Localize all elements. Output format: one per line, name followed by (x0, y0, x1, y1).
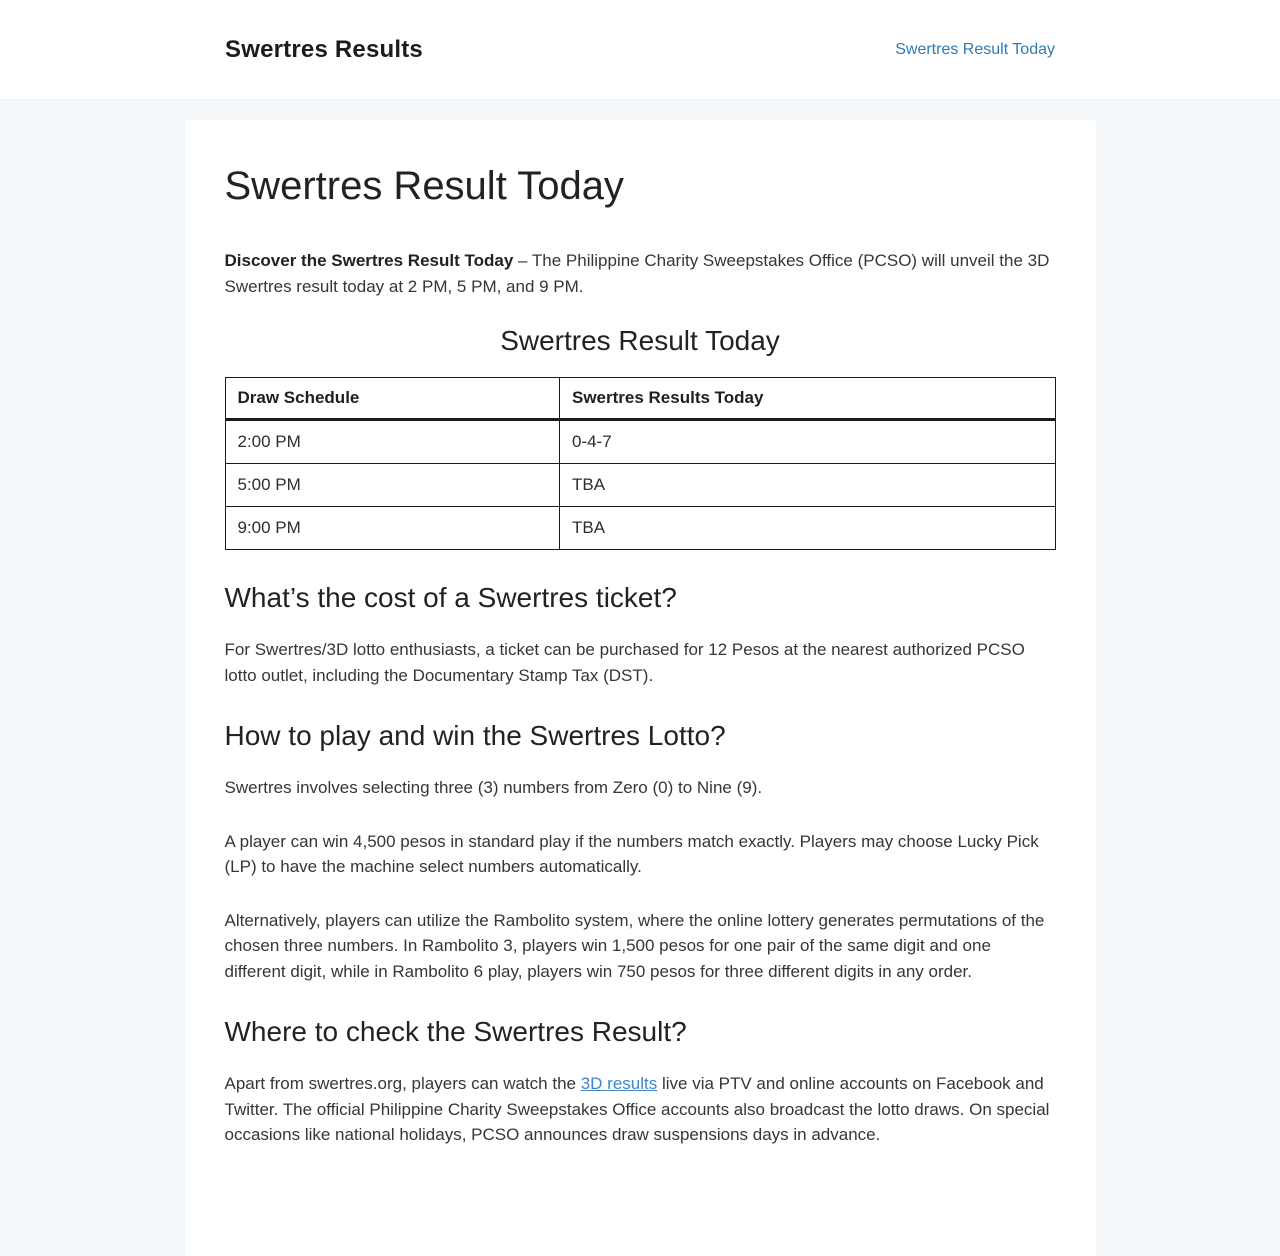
results-table-heading: Swertres Result Today (500, 325, 780, 356)
draw-time-cell: 5:00 PM (225, 464, 559, 507)
table-header-row (225, 378, 1055, 420)
where-text-before-link: Apart from swertres.org, players can watch the (224, 1074, 581, 1093)
site-header (0, 0, 1280, 100)
table-row (225, 420, 1055, 464)
results-table (225, 377, 1056, 550)
table-row (225, 507, 1055, 550)
site-title: Swertres Results (225, 35, 423, 63)
link-3d-results[interactable]: 3D results (580, 1074, 658, 1093)
where-to-check-paragraph (225, 1071, 1056, 1148)
table-row (225, 464, 1055, 507)
ticket-cost-paragraph: For Swertres/3D lotto enthusiasts, a ticket can be purchased for 12 Pesos at the nearest authorized PCSO lotto outlet, including the Documentary Stamp Tax (DST). (224, 640, 1025, 685)
result-cell: TBA (559, 507, 1055, 550)
how-to-play-paragraph: Swertres involves selecting three (3) numbers from Zero (0) to Nine (9). (224, 778, 763, 797)
result-cell: TBA (559, 464, 1055, 507)
column-header-results-today: Swertres Results Today (559, 378, 1055, 420)
rambolito-paragraph: Alternatively, players can utilize the Rambolito system, where the online lottery generates permutations of the chosen three numbers. In Rambolito 3, players win 1,500 pesos for one pair of the same digit and one different digit, while in Rambolito 6 play, players win 750 pesos for three different digits in any order. (224, 910, 1045, 981)
intro-rest-text: – The Philippine Charity Sweepstakes Office (PCSO) will unveil the 3D Swertres result today at 2 PM, 5 PM, and 9 PM. (224, 251, 1050, 296)
section-heading-how-to-play: How to play and win the Swertres Lotto? (224, 720, 726, 751)
column-header-draw-schedule: Draw Schedule (225, 378, 559, 420)
intro-bold-text: Discover the Swertres Result Today (224, 251, 514, 270)
where-text-after-link: live via PTV and online accounts on Facebook and Twitter. The official Philippine Charity Sweepstakes Office accounts also broadcast the lotto draws. On special occasions like national holidays, PCSO announces draw suspensions days in advance. (224, 1074, 1050, 1144)
article-card (185, 120, 1096, 1256)
section-heading-where-to-check: Where to check the Swertres Result? (224, 1016, 687, 1047)
section-heading-ticket-cost: What’s the cost of a Swertres ticket? (224, 582, 677, 613)
page-title: Swertres Result Today (224, 164, 624, 208)
nav-link-swertres-result-today[interactable]: Swertres Result Today (895, 40, 1055, 58)
intro-paragraph (225, 248, 1056, 299)
draw-time-cell: 2:00 PM (225, 420, 559, 464)
header-container (225, 0, 1055, 99)
result-cell: 0-4-7 (559, 420, 1055, 464)
page-body (0, 100, 1280, 1256)
draw-time-cell: 9:00 PM (225, 507, 559, 550)
standard-play-paragraph: A player can win 4,500 pesos in standard play if the numbers match exactly. Players may choose Lucky Pick (LP) to have the machine select numbers automatically. (224, 831, 1039, 876)
header-nav (895, 41, 1055, 59)
